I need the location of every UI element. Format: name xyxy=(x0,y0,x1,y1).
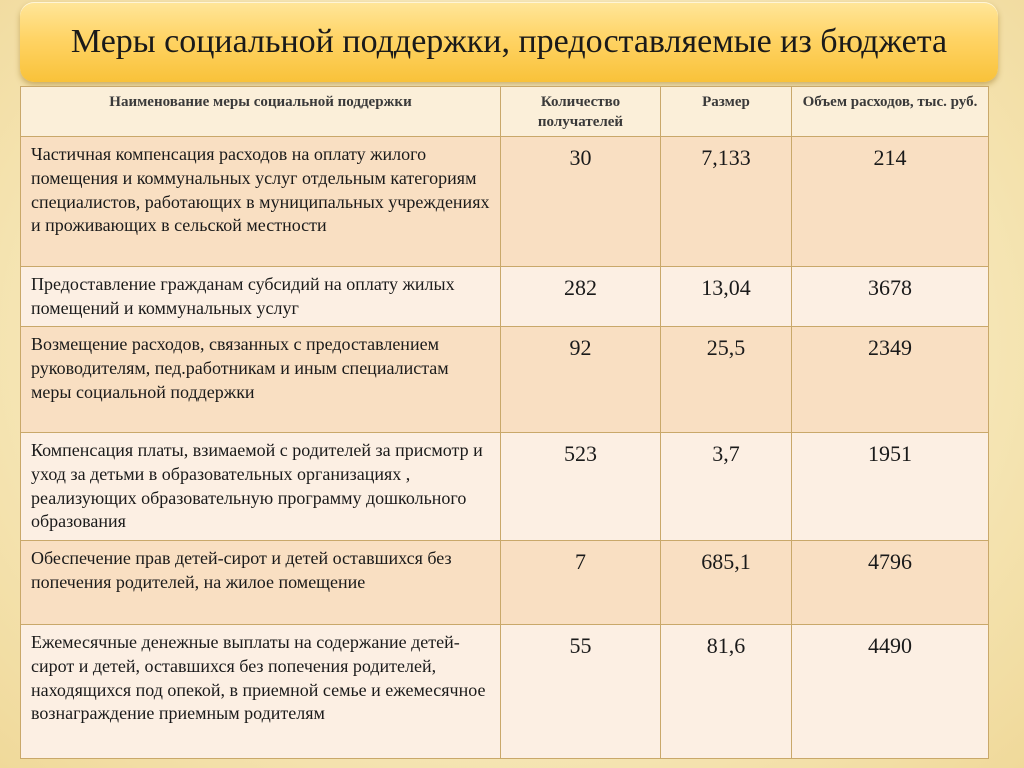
size-cell: 7,133 xyxy=(661,137,792,267)
expense-cell: 4490 xyxy=(792,625,989,759)
expense-cell: 4796 xyxy=(792,541,989,625)
measure-name-cell: Ежемесячные денежные выплаты на содержание детей-сирот и детей, оставшихся без попечения родителей, находящихся под опекой, в приемной семье и ежемесячное вознаграждение приемным родителям xyxy=(21,625,501,759)
size-cell: 3,7 xyxy=(661,433,792,541)
page-title: Меры социальной поддержки, предоставляемые из бюджета xyxy=(70,23,948,60)
header-expense-volume: Объем расходов, тыс. руб. xyxy=(792,87,989,137)
recipients-count-cell: 7 xyxy=(501,541,661,625)
measure-name-cell: Возмещение расходов, связанных с предоставлением руководителям, пед.работникам и иным специалистам меры социальной поддержки xyxy=(21,327,501,433)
table-row xyxy=(21,327,989,433)
header-size: Размер xyxy=(661,87,792,137)
table-row xyxy=(21,267,989,327)
expense-cell: 214 xyxy=(792,137,989,267)
size-cell: 13,04 xyxy=(661,267,792,327)
table-row xyxy=(21,625,989,759)
table-row xyxy=(21,541,989,625)
size-cell: 81,6 xyxy=(661,625,792,759)
recipients-count-cell: 55 xyxy=(501,625,661,759)
recipients-count-cell: 92 xyxy=(501,327,661,433)
header-measure-name: Наименование меры социальной поддержки xyxy=(21,87,501,137)
table-row xyxy=(21,433,989,541)
recipients-count-cell: 282 xyxy=(501,267,661,327)
recipients-count-cell: 30 xyxy=(501,137,661,267)
header-recipients-count: Количество получателей xyxy=(501,87,661,137)
measure-name-cell: Компенсация платы, взимаемой с родителей за присмотр и уход за детьми в образовательных организациях , реализующих образовательную программу дошкольного образования xyxy=(21,433,501,541)
recipients-count-cell: 523 xyxy=(501,433,661,541)
social-support-table xyxy=(20,86,989,759)
title-banner xyxy=(20,2,998,82)
table-header-row xyxy=(21,87,989,137)
expense-cell: 2349 xyxy=(792,327,989,433)
measure-name-cell: Частичная компенсация расходов на оплату жилого помещения и коммунальных услуг отдельным категориям специалистов, работающих в муниципальных учреждениях и проживающих в сельской местности xyxy=(21,137,501,267)
measure-name-cell: Предоставление гражданам субсидий на оплату жилых помещений и коммунальных услуг xyxy=(21,267,501,327)
table-row xyxy=(21,137,989,267)
expense-cell: 1951 xyxy=(792,433,989,541)
expense-cell: 3678 xyxy=(792,267,989,327)
size-cell: 685,1 xyxy=(661,541,792,625)
size-cell: 25,5 xyxy=(661,327,792,433)
measure-name-cell: Обеспечение прав детей-сирот и детей оставшихся без попечения родителей, на жилое помещение xyxy=(21,541,501,625)
